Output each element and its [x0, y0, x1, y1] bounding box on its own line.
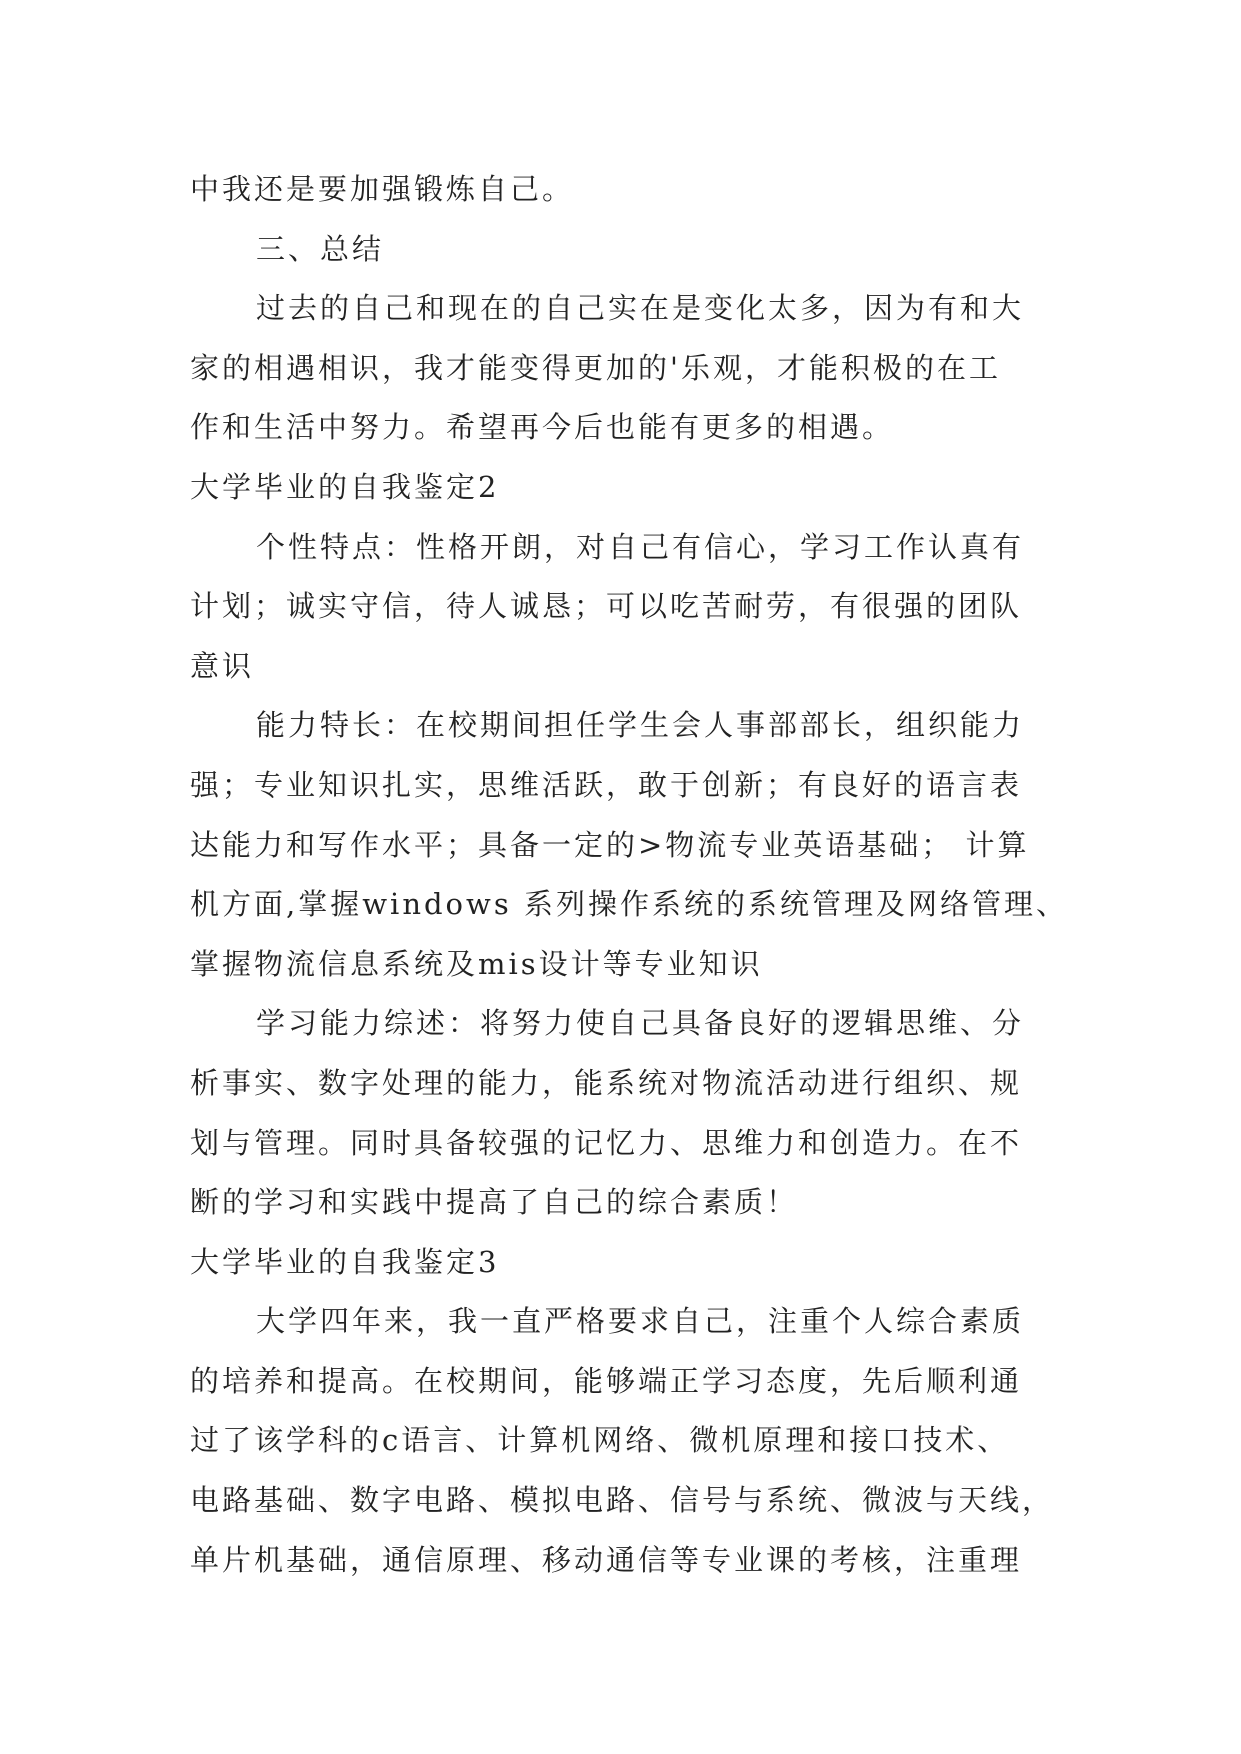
text-line: 划与管理。同时具备较强的记忆力、思维力和创造力。在不: [190, 1125, 1023, 1160]
text-line: 学习能力综述：将努力使自己具备良好的逻辑思维、分: [256, 1006, 1025, 1041]
text-line: 析事实、数字处理的能力，能系统对物流活动进行组织、规: [190, 1065, 1023, 1100]
text-line: 个性特点：性格开朗，对自己有信心，学习工作认真有: [256, 529, 1025, 564]
text-line: 作和生活中努力。希望再今后也能有更多的相遇。: [190, 410, 895, 445]
text-line: 计划；诚实守信，待人诚恳；可以吃苦耐劳，有很强的团队: [190, 589, 1023, 624]
text-line: 意识: [190, 648, 255, 683]
text-line: 的培养和提高。在校期间，能够端正学习态度，先后顺利通: [190, 1363, 1023, 1398]
text-line: 大学毕业的自我鉴定2: [190, 469, 500, 504]
text-line: 机方面,掌握windows 系列操作系统的系统管理及网络管理、: [190, 887, 1068, 922]
text-line: 达能力和写作水平；具备一定的>物流专业英语基础； 计算: [190, 827, 1030, 862]
text-line: 强；专业知识扎实，思维活跃，敢于创新；有良好的语言表: [190, 767, 1023, 802]
text-line: 三、总结: [256, 231, 385, 266]
text-line: 断的学习和实践中提高了自己的综合素质！: [190, 1185, 799, 1220]
document-body: [190, 160, 1070, 1590]
text-line: 过去的自己和现在的自己实在是变化太多，因为有和大: [256, 291, 1025, 326]
text-line: 家的相遇相识，我才能变得更加的'乐观，才能积极的在工: [190, 350, 1001, 385]
text-line: 能力特长：在校期间担任学生会人事部部长，组织能力: [256, 708, 1025, 743]
text-line: 大学四年来，我一直严格要求自己，注重个人综合素质: [256, 1304, 1025, 1339]
text-line: 大学毕业的自我鉴定3: [190, 1244, 500, 1279]
text-line: 电路基础、数字电路、模拟电路、信号与系统、微波与天线，: [190, 1483, 1055, 1518]
text-line: 中我还是要加强锻炼自己。: [190, 172, 575, 206]
text-line: 单片机基础，通信原理、移动通信等专业课的考核，注重理: [190, 1542, 1023, 1577]
text-line: 过了该学科的c语言、计算机网络、微机原理和接口技术、: [190, 1423, 1010, 1458]
text-line: 掌握物流信息系统及mis设计等专业知识: [190, 946, 763, 981]
